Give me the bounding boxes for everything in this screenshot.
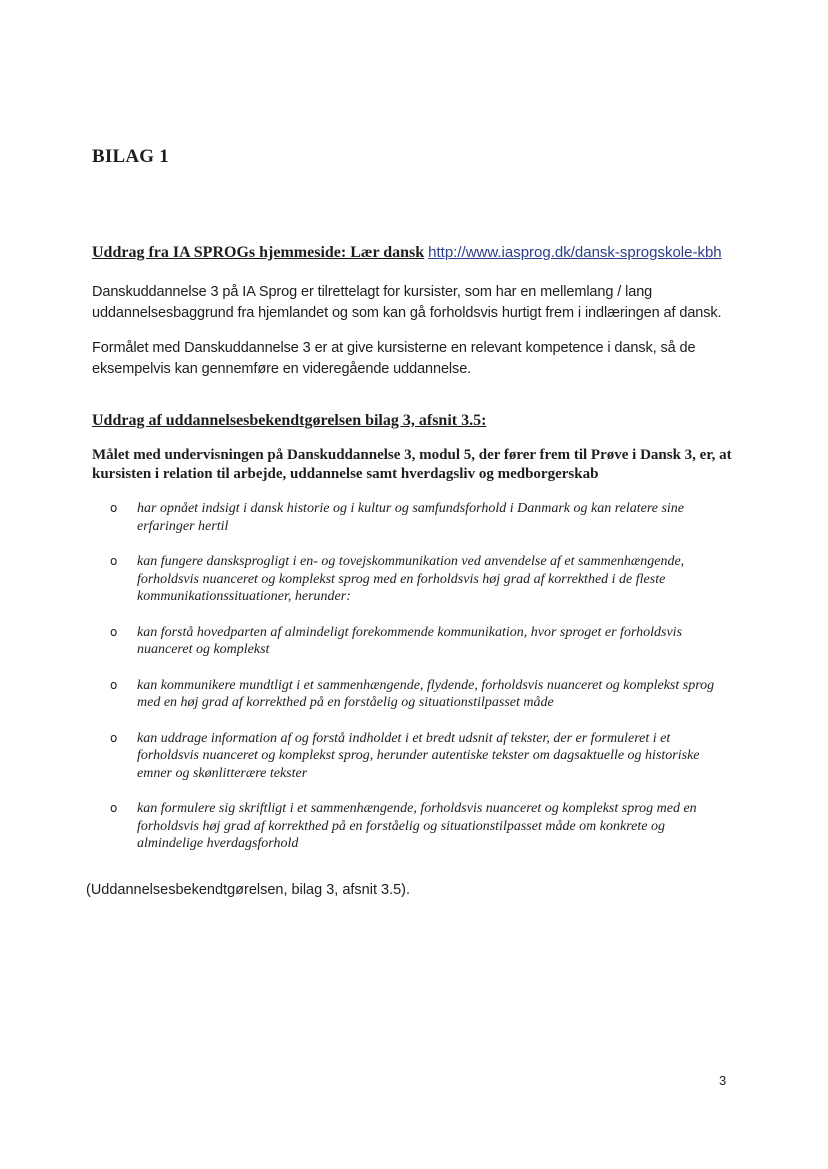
goals-list (110, 500, 730, 871)
circle-bullet-icon: o (110, 554, 118, 568)
list-item (110, 500, 730, 535)
source-heading: Uddrag fra IA SPROGs hjemmeside: Lær dansk (92, 244, 425, 261)
list-item-text: kan fungere dansksprogligt i en- og tovejskommunikation ved anvendelse af et sammenhængende, forholdsvis nuanceret og komplekst sprog med en forholdsvis høj grad af korrekthed i de fleste kommunikationssituationer, herunder: (137, 554, 685, 604)
citation: (Uddannelsesbekendtgørelsen, bilag 3, afsnit 3.5). (86, 882, 411, 898)
source-link[interactable]: http://www.iasprog.dk/dansk-sprogskole-kbh (428, 244, 722, 261)
circle-bullet-icon: o (110, 624, 118, 639)
page-number: 3 (719, 1073, 727, 1088)
list-item-text: kan uddrage information af og forstå indholdet i et bredt udsnit af tekster, der er formuleret i et forholdsvis nuanceret og komplekst sprog, herunder autentiske tekster om dagsaktuelle og historiske emner og skønlitterære tekster (137, 730, 700, 781)
page-title: BILAG 1 (92, 146, 169, 167)
purpose-paragraph: Formålet med Danskuddannelse 3 er at give kursisterne en relevant kompetence i dansk, så de eksempelvis kan gennemføre en videregående uddannelse. (92, 340, 696, 377)
section-heading: Uddrag af uddannelsesbekendtgørelsen bilag 3, afsnit 3.5: (92, 412, 487, 429)
circle-bullet-icon: o (110, 801, 118, 815)
list-item (110, 800, 730, 853)
lead-text: Målet med undervisningen på Danskuddannelse 3, modul 5, der fører frem til Prøve i Dansk 3, er, at kursisten i relation til arbejde, uddannelse samt hverdagsliv og medborgerskab (92, 447, 732, 482)
source-heading-line (92, 244, 722, 262)
list-item (110, 730, 730, 783)
intro-paragraph: Danskuddannelse 3 på IA Sprog er tilrettelagt for kursister, som har en mellemlang / lang uddannelsesbaggrund fra hjemlandet og som kan gå forholdsvis hurtigt frem i indlæringen af dansk. (92, 284, 722, 321)
circle-bullet-icon: o (110, 501, 118, 515)
list-item-text: har opnået indsigt i dansk historie og i kultur og samfundsforhold i Danmark og kan relatere sine erfaringer hertil (137, 501, 685, 534)
list-item (110, 553, 730, 606)
list-item-text: kan kommunikere mundtligt i et sammenhængende, flydende, forholdsvis nuanceret og komplekst sprog med en høj grad af korrekthed på en forståelig og situationstilpasset måde (137, 677, 715, 710)
list-item (110, 624, 730, 659)
circle-bullet-icon: o (110, 677, 118, 692)
circle-bullet-icon: o (110, 730, 118, 745)
list-item-text: kan forstå hovedparten af almindeligt forekommende kommunikation, hvor sproget er forholdsvis nuanceret og komplekst (137, 624, 683, 657)
list-item-text: kan formulere sig skriftligt i et sammenhængende, forholdsvis nuanceret og komplekst sprog med en forholdsvis høj grad af korrekthed på en forståelig og situationstilpasset måde om konkrete og almindelige hverdagsforhold (137, 801, 697, 851)
list-item (110, 677, 730, 712)
